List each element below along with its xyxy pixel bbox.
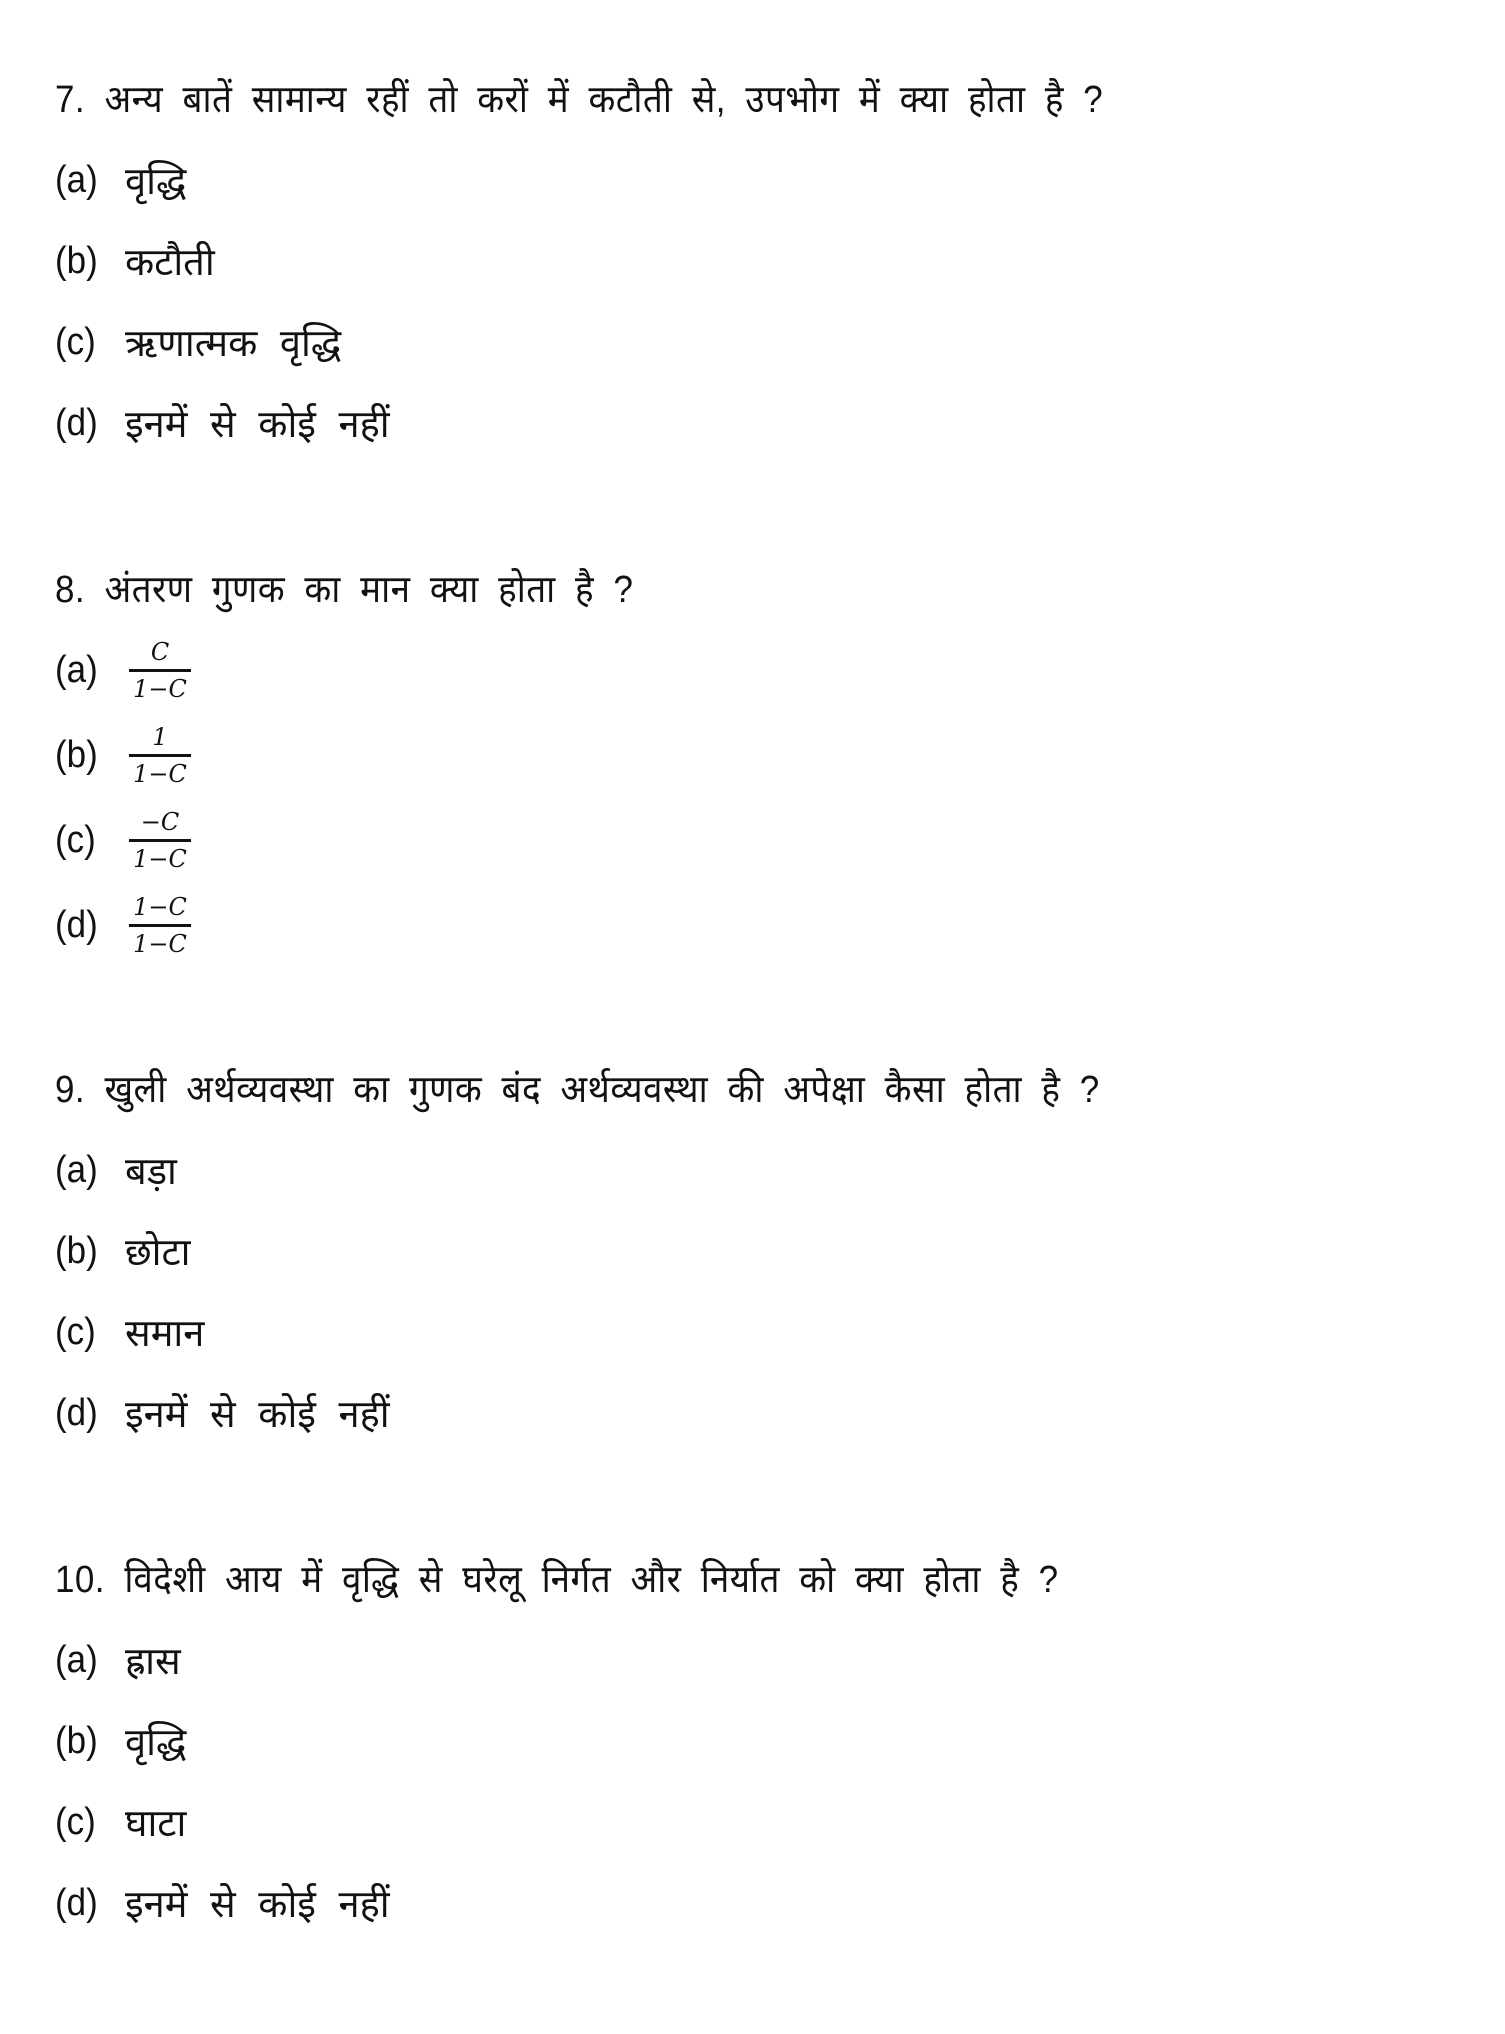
fraction xyxy=(129,638,191,703)
option-c[interactable] xyxy=(55,1307,1455,1357)
question-text: 7. अन्य बातें सामान्य रहीं तो करों में कटौती से, उपभोग में क्या होता है ? xyxy=(55,79,1104,121)
option-text: बड़ा xyxy=(125,1151,177,1193)
question-10 xyxy=(55,1555,1455,1959)
options-list xyxy=(55,1145,1455,1438)
question-9 xyxy=(55,1065,1455,1469)
fraction xyxy=(129,723,191,788)
option-label: (b) xyxy=(55,1719,98,1762)
fraction xyxy=(129,893,191,958)
option-label: (c) xyxy=(55,1310,96,1353)
option-label: (b) xyxy=(55,733,98,776)
question-text: 9. खुली अर्थव्यवस्था का गुणक बंद अर्थव्यवस्था की अपेक्षा कैसा होता है ? xyxy=(55,1069,1100,1111)
option-b[interactable] xyxy=(55,720,1455,790)
option-b[interactable] xyxy=(55,1226,1455,1276)
fraction-denominator: 1−C xyxy=(133,674,187,703)
option-text: घाटा xyxy=(125,1803,187,1845)
option-c[interactable] xyxy=(55,317,1455,367)
option-text: वृद्धि xyxy=(125,1722,187,1764)
option-text: इनमें से कोई नहीं xyxy=(125,1394,390,1436)
option-d[interactable] xyxy=(55,1388,1455,1438)
fraction-bar xyxy=(129,839,191,842)
option-text: समान xyxy=(125,1313,205,1355)
option-label: (c) xyxy=(55,320,96,363)
option-label: (a) xyxy=(55,158,98,201)
fraction-numerator: 1 xyxy=(152,722,168,751)
question-text: 10. विदेशी आय में वृद्धि से घरेलू निर्गत और निर्यात को क्या होता है ? xyxy=(55,1559,1059,1601)
option-label: (d) xyxy=(55,1881,98,1924)
option-a[interactable] xyxy=(55,1145,1455,1195)
option-label: (b) xyxy=(55,1229,98,1272)
option-b[interactable] xyxy=(55,1716,1455,1766)
option-label: (c) xyxy=(55,1800,96,1843)
option-a[interactable] xyxy=(55,635,1455,705)
fraction-bar xyxy=(129,669,191,672)
fraction-numerator: C xyxy=(150,637,170,666)
options-list xyxy=(55,635,1455,960)
option-c[interactable] xyxy=(55,1797,1455,1847)
option-label: (d) xyxy=(55,903,98,946)
option-a[interactable] xyxy=(55,1635,1455,1685)
option-label: (c) xyxy=(55,818,96,861)
option-b[interactable] xyxy=(55,236,1455,286)
option-text: इनमें से कोई नहीं xyxy=(125,404,390,446)
option-c[interactable] xyxy=(55,805,1455,875)
question-text: 8. अंतरण गुणक का मान क्या होता है ? xyxy=(55,569,634,611)
option-text: इनमें से कोई नहीं xyxy=(125,1884,390,1926)
fraction-bar xyxy=(129,754,191,757)
question-7 xyxy=(55,75,1455,479)
option-label: (a) xyxy=(55,1638,98,1681)
option-text: ह्रास xyxy=(125,1641,181,1683)
options-list xyxy=(55,155,1455,448)
fraction-numerator: −C xyxy=(140,807,180,836)
option-text: छोटा xyxy=(125,1232,191,1274)
fraction-denominator: 1−C xyxy=(133,844,187,873)
fraction-bar xyxy=(129,924,191,927)
fraction-numerator: 1−C xyxy=(133,892,187,921)
option-d[interactable] xyxy=(55,890,1455,960)
option-label: (d) xyxy=(55,1391,98,1434)
option-text: ऋणात्मक वृद्धि xyxy=(125,323,342,365)
option-label: (a) xyxy=(55,648,98,691)
option-a[interactable] xyxy=(55,155,1455,205)
fraction xyxy=(129,808,191,873)
fraction-denominator: 1−C xyxy=(133,759,187,788)
fraction-denominator: 1−C xyxy=(133,929,187,958)
option-label: (b) xyxy=(55,239,98,282)
option-label: (d) xyxy=(55,401,98,444)
options-list xyxy=(55,1635,1455,1928)
option-d[interactable] xyxy=(55,1878,1455,1928)
option-text: वृद्धि xyxy=(125,161,187,203)
option-d[interactable] xyxy=(55,398,1455,448)
option-text: कटौती xyxy=(125,242,215,284)
question-8 xyxy=(55,565,1455,975)
option-label: (a) xyxy=(55,1148,98,1191)
